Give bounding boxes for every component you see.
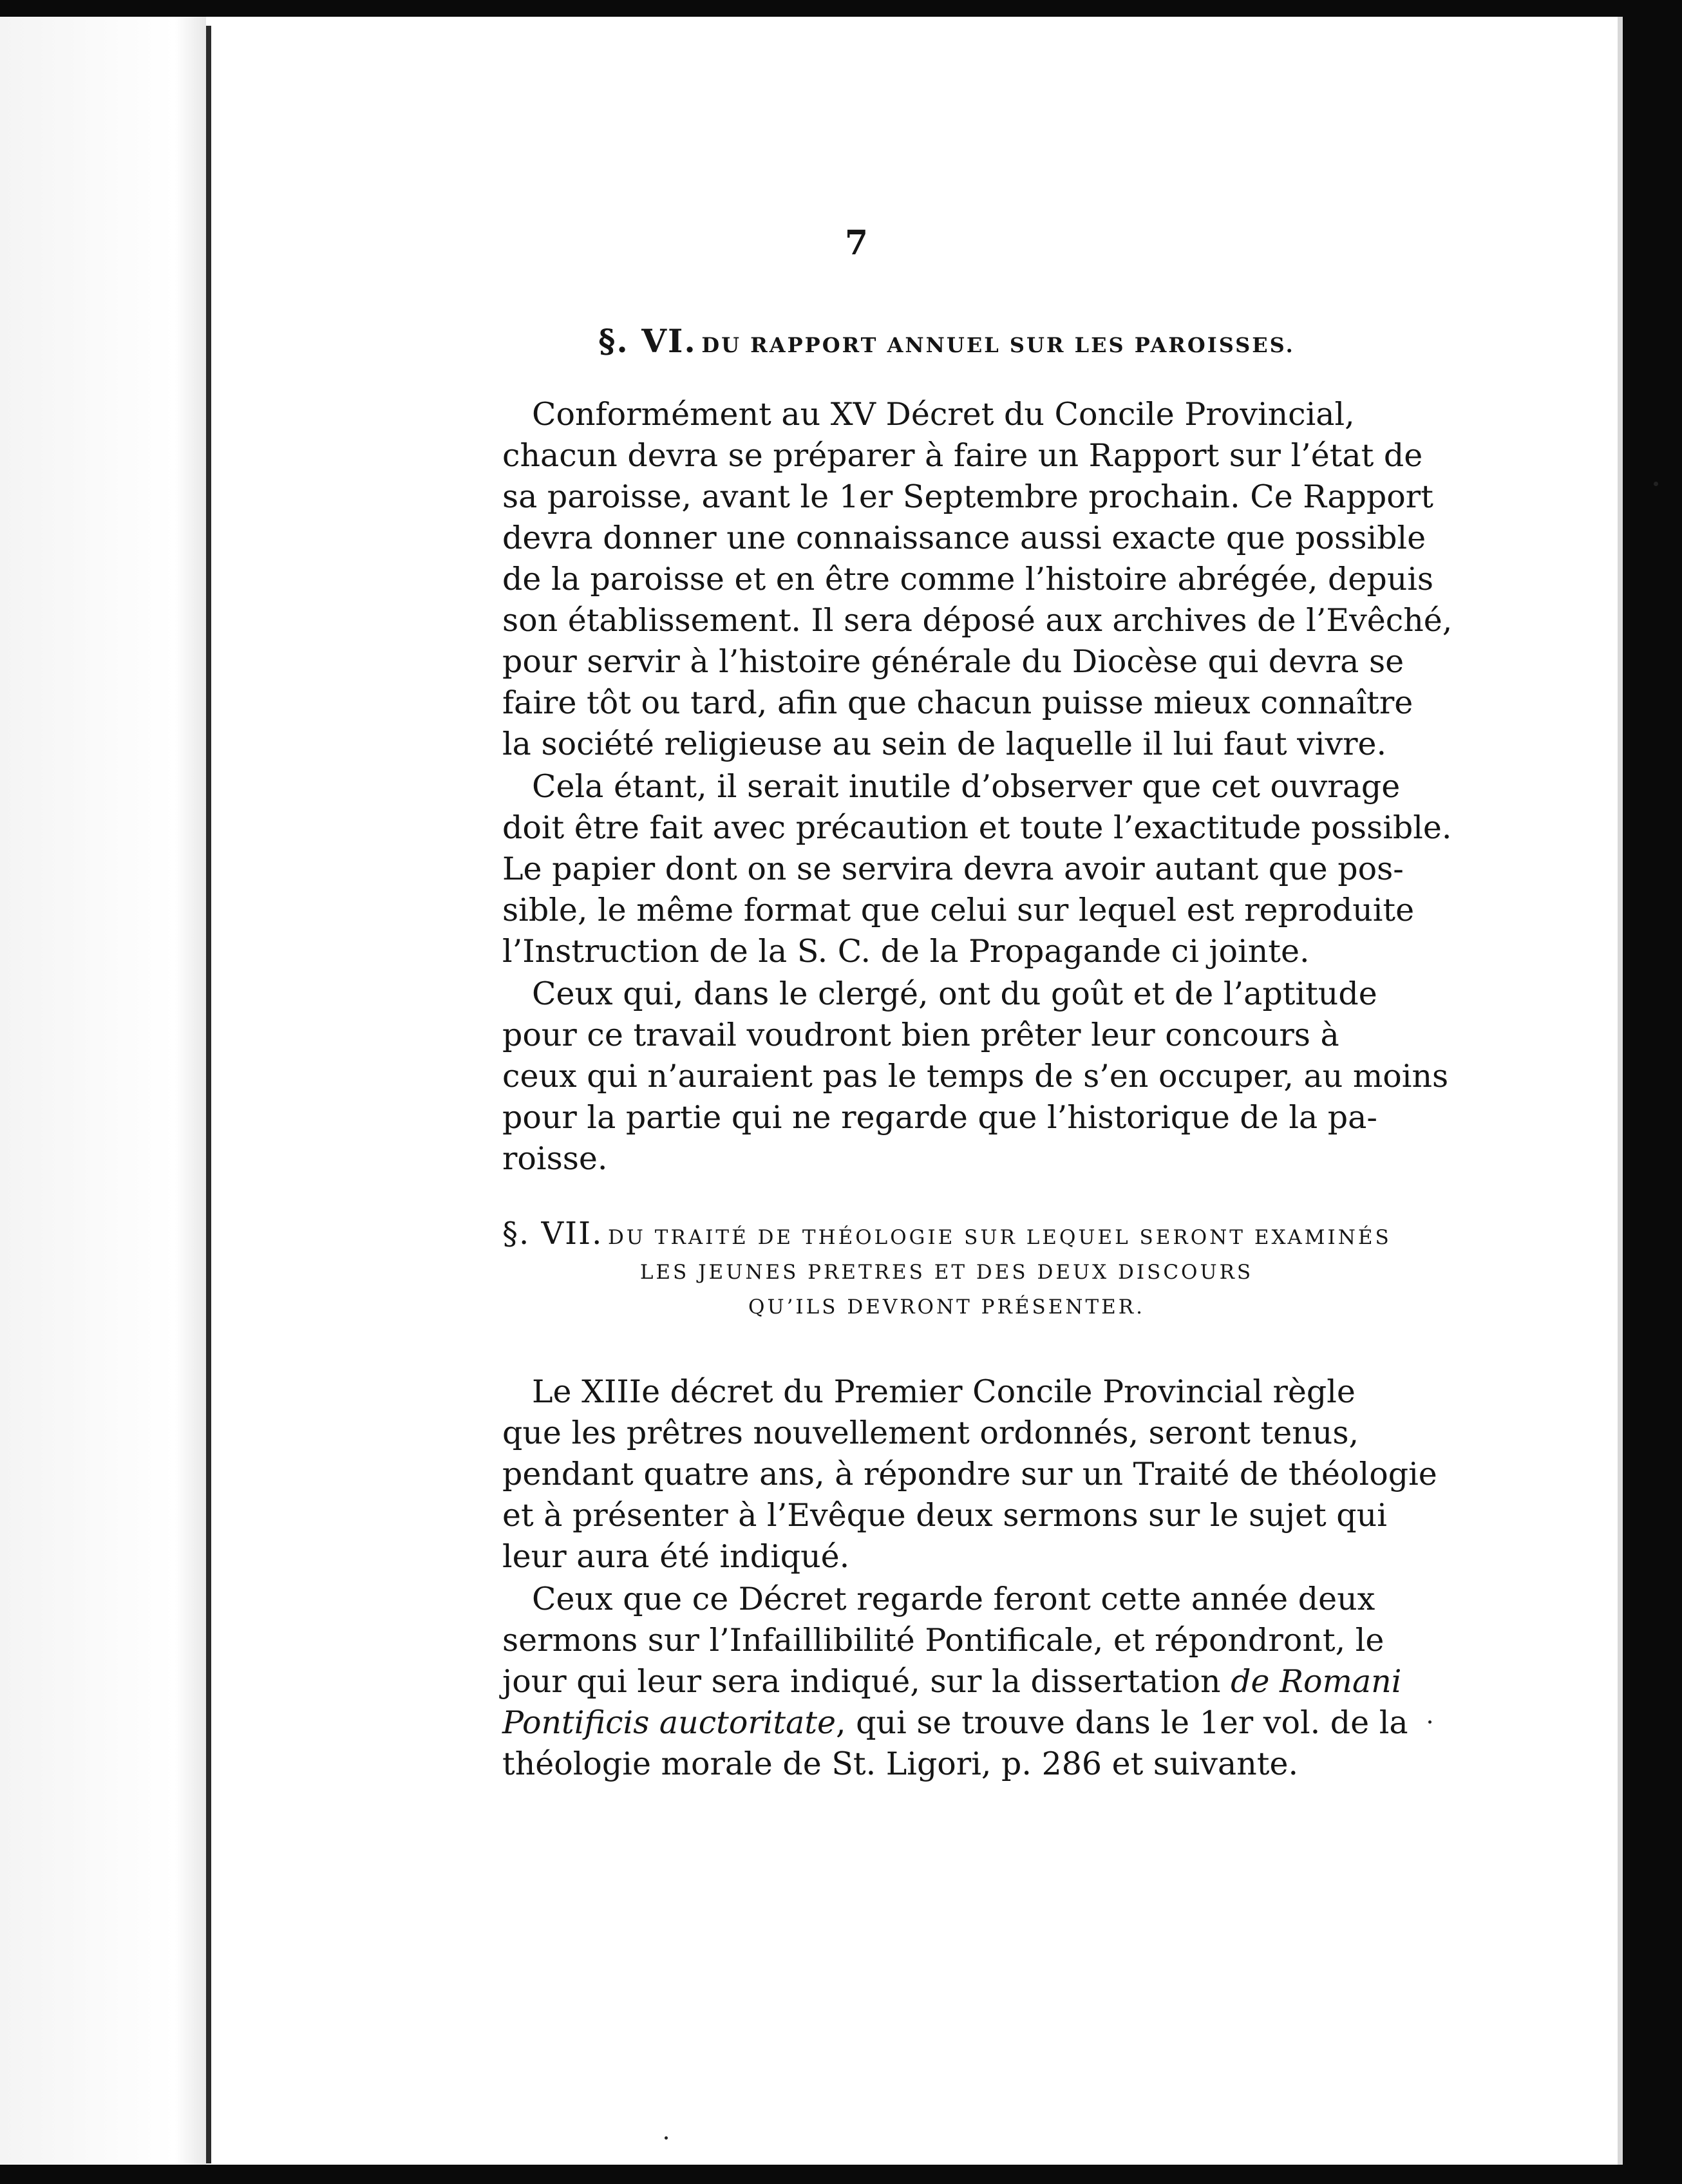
section-number: §. VI.: [598, 322, 697, 360]
scan-border-right: [1623, 0, 1682, 2184]
text-line: sible, le même format que celui sur lequel est reproduite: [502, 892, 1415, 928]
text-segment: jour qui leur sera indiqué, sur la dissertation: [502, 1663, 1221, 1700]
section-title-line: DU TRAITÉ DE THÉOLOGIE SUR LEQUEL SERONT EXAMINÉS: [607, 1226, 1392, 1249]
section-heading-vii: [502, 1216, 1391, 1319]
text-line: doit être fait avec précaution et toute l’exactitude possible.: [502, 809, 1452, 846]
text-line: Le papier dont on se servira devra avoir autant que pos-: [502, 851, 1404, 887]
scan-speck: [1654, 482, 1658, 486]
text-line: ceux qui n’auraient pas le temps de s’en occuper, au moins: [502, 1058, 1449, 1095]
text-line: [502, 1702, 1408, 1744]
text-line: la société religieuse au sein de laquelle il lui faut vivre.: [502, 726, 1387, 762]
text-segment: , qui se trouve dans le 1er vol. de la: [836, 1704, 1408, 1741]
text-line: chacun devra se préparer à faire un Rapport sur l’état de: [502, 437, 1423, 474]
text-line: l’Instruction de la S. C. de la Propagande ci jointe.: [502, 933, 1310, 970]
latin-title-italic: Pontificis auctoritate: [502, 1704, 836, 1741]
text-line: pour la partie qui ne regarde que l’historique de la pa-: [502, 1099, 1377, 1136]
text-line: pour ce travail voudront bien prêter leur concours à: [502, 1017, 1339, 1053]
text-line: Conformément au XV Décret du Concile Provincial,: [532, 396, 1355, 433]
section-title-line: LES JEUNES PRETRES ET DES DEUX DISCOURS: [639, 1261, 1254, 1284]
facing-page-margin: [0, 17, 206, 2165]
scan-speck: [1428, 1720, 1432, 1724]
text-line: sa paroisse, avant le 1er Septembre prochain. Ce Rapport: [502, 478, 1433, 515]
text-line: roisse.: [502, 1140, 608, 1177]
text-line: devra donner une connaissance aussi exacte que possible: [502, 520, 1426, 556]
scan-border-top: [0, 0, 1682, 17]
text-line: leur aura été indiqué.: [502, 1538, 850, 1575]
section-heading-line: [502, 1216, 1391, 1252]
text-line: Ceux qui, dans le clergé, ont du goût et de l’aptitude: [532, 975, 1377, 1012]
paragraph-rapport-2: [502, 766, 1452, 972]
text-line: son établissement. Il sera déposé aux archives de l’Evêché,: [502, 602, 1453, 639]
text-line: pour servir à l’histoire générale du Diocèse qui devra se: [502, 643, 1404, 680]
page-number: 7: [844, 223, 869, 263]
paragraph-rapport-3: [502, 974, 1449, 1180]
scan-border-bottom: [0, 2165, 1682, 2184]
text-line: Cela étant, il serait inutile d’observer que cet ouvrage: [532, 768, 1401, 805]
paragraph-traite-2: [502, 1579, 1408, 1785]
text-line: Le XIIIe décret du Premier Concile Provincial règle: [532, 1373, 1356, 1410]
section-number: §. VII.: [502, 1216, 603, 1252]
latin-title-italic: de Romani: [1231, 1663, 1402, 1700]
text-line: que les prêtres nouvellement ordonnés, seront tenus,: [502, 1415, 1359, 1451]
text-line: Ceux que ce Décret regarde feront cette année deux: [532, 1581, 1375, 1617]
section-title-line: QU’ILS DEVRONT PRÉSENTER.: [748, 1295, 1145, 1319]
text-line: théologie morale de St. Ligori, p. 286 et suivante.: [502, 1746, 1299, 1782]
text-line: faire tôt ou tard, afin que chacun puisse mieux connaître: [502, 684, 1413, 721]
text-line: de la paroisse et en être comme l’histoire abrégée, depuis: [502, 561, 1434, 598]
text-line: et à présenter à l’Evêque deux sermons sur le sujet qui: [502, 1497, 1387, 1534]
section-heading-vi: [502, 322, 1391, 360]
page-edge: [1618, 17, 1623, 2165]
text-line: [502, 1661, 1402, 1702]
scan-speck: [665, 2136, 668, 2140]
section-title: DU RAPPORT ANNUEL SUR LES PAROISSES.: [701, 333, 1295, 357]
paragraph-rapport-1: [502, 394, 1453, 765]
text-line: sermons sur l’Infaillibilité Pontificale, et répondront, le: [502, 1622, 1384, 1659]
book-spine-line: [206, 26, 211, 2163]
text-line: pendant quatre ans, à répondre sur un Traité de théologie: [502, 1456, 1437, 1492]
paragraph-traite-1: [502, 1371, 1437, 1577]
